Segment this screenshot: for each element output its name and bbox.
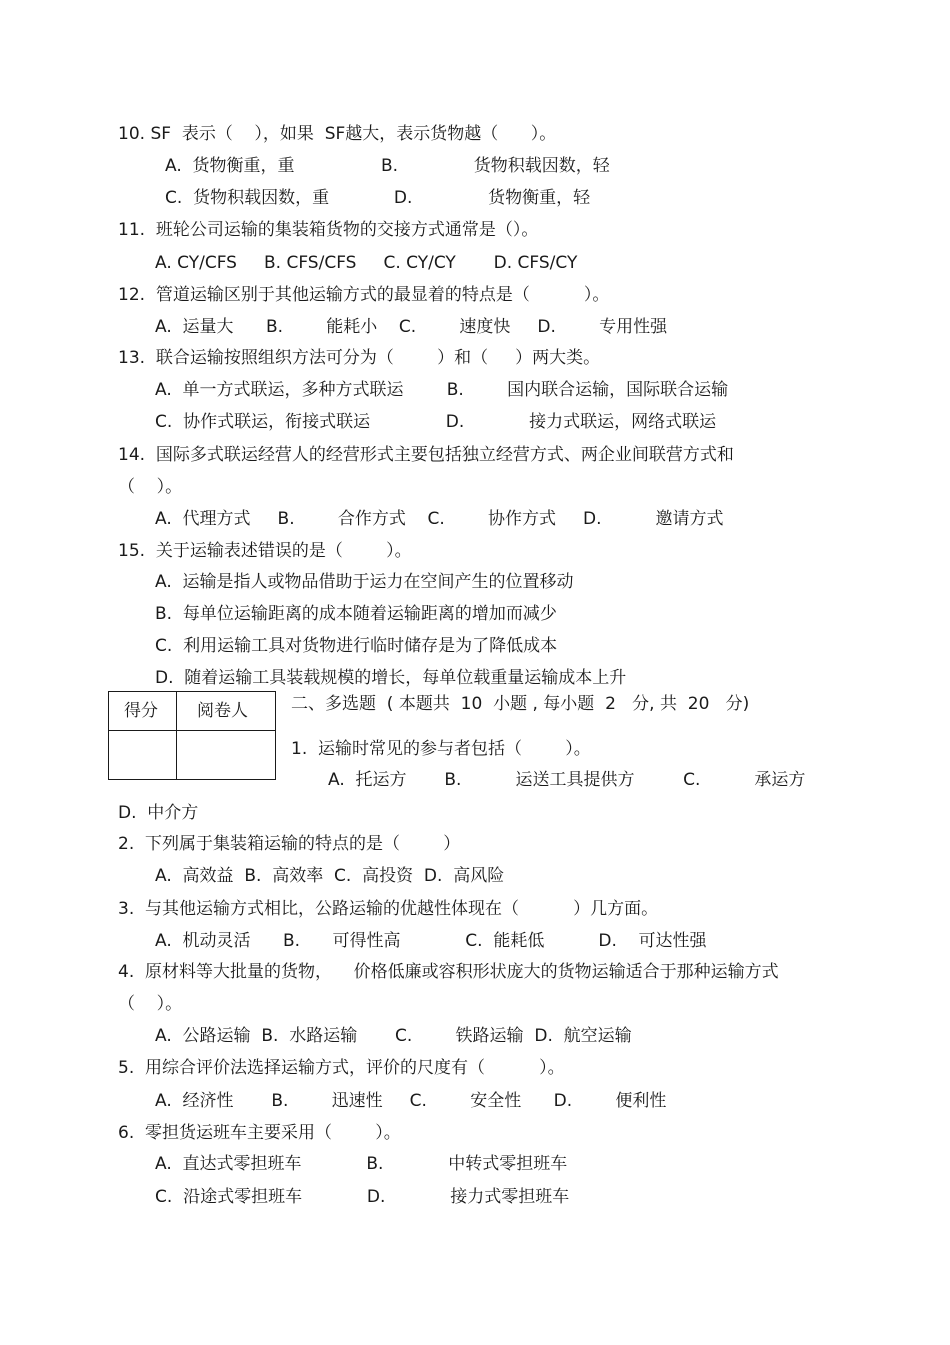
question-13-options-cd: C. 协作式联运，衔接式联运 D. 接力式联运，网络式联运 [155,412,717,432]
multi-question-2: 2. 下列属于集装箱运输的特点的是（ ） [118,834,461,854]
multi-question-3-options: A. 机动灵活 B. 可得性高 C. 能耗低 D. 可达性强 [155,931,707,951]
multi-question-6-options-ab: A. 直达式零担班车 B. 中转式零担班车 [155,1154,568,1174]
multi-question-5: 5. 用综合评价法选择运输方式，评价的尺度有（ ）。 [118,1058,565,1078]
question-13: 13. 联合运输按照组织方法可分为（ ）和（ ）两大类。 [118,348,601,368]
multi-question-2-options: A. 高效益 B. 高效率 C. 高投资 D. 高风险 [155,866,505,886]
multi-question-1-options-abc: A. 托运方 B. 运送工具提供方 C. 承运方 [328,770,806,790]
multi-question-6-options-cd: C. 沿途式零担班车 D. 接力式零担班车 [155,1187,570,1207]
question-12-options: A. 运量大 B. 能耗小 C. 速度快 D. 专用性强 [155,317,668,337]
section-2-heading: 二、多选题 ( 本题共 10 小题 , 每小题 2 分, 共 20 分) [291,694,750,714]
question-10-options-cd: C. 货物积载因数，重 D. 货物衡重，轻 [165,188,591,208]
question-13-options-ab: A. 单一方式联运，多种方式联运 B. 国内联合运输，国际联合运输 [155,380,729,400]
question-11: 11. 班轮公司运输的集装箱货物的交接方式通常是（）。 [118,220,539,240]
question-15-option-a: A. 运输是指人或物品借助于运力在空间产生的位置移动 [155,572,574,592]
multi-question-1-option-d: D. 中介方 [118,803,199,823]
question-15: 15. 关于运输表述错误的是（ ）。 [118,541,412,561]
question-15-option-d: D. 随着运输工具装载规模的增长，每单位载重量运输成本上升 [155,668,627,688]
score-table-divider [176,692,177,779]
multi-question-4-options: A. 公路运输 B. 水路运输 C. 铁路运输 D. 航空运输 [155,1026,632,1046]
multi-question-4: 4. 原材料等大批量的货物， 价格低廉或容积形状庞大的货物运输适合于那种运输方式 [118,962,779,982]
multi-question-4-continuation: （ ）。 [118,994,183,1014]
multi-question-5-options: A. 经济性 B. 迅速性 C. 安全性 D. 便利性 [155,1091,667,1111]
question-15-option-c: C. 利用运输工具对货物进行临时储存是为了降低成本 [155,636,558,656]
multi-question-1: 1. 运输时常见的参与者包括（ ）。 [291,739,591,759]
multi-question-6: 6. 零担货运班车主要采用（ ）。 [118,1123,401,1143]
multi-question-3: 3. 与其他运输方式相比，公路运输的优越性体现在（ ）几方面。 [118,899,659,919]
question-12: 12. 管道运输区别于其他运输方式的最显着的特点是（ ）。 [118,285,610,305]
question-14: 14. 国际多式联运经营人的经营形式主要包括独立经营方式、两企业间联营方式和 [118,445,734,465]
reviewer-label: 阅卷人 [197,701,248,721]
question-11-options: A. CY/CFS B. CFS/CFS C. CY/CY D. CFS/CY [155,253,578,273]
question-14-continuation: （ ）。 [118,477,183,497]
score-table [108,691,276,780]
question-10: 10. SF 表示（ ），如果 SF越大，表示货物越（ ）。 [118,124,557,144]
score-label: 得分 [124,701,158,721]
question-14-options: A. 代理方式 B. 合作方式 C. 协作方式 D. 邀请方式 [155,509,724,529]
question-10-options-ab: A. 货物衡重，重 B. 货物积载因数，轻 [165,156,610,176]
score-table-row-divider [109,730,275,731]
question-15-option-b: B. 每单位运输距离的成本随着运输距离的增加而减少 [155,604,557,624]
